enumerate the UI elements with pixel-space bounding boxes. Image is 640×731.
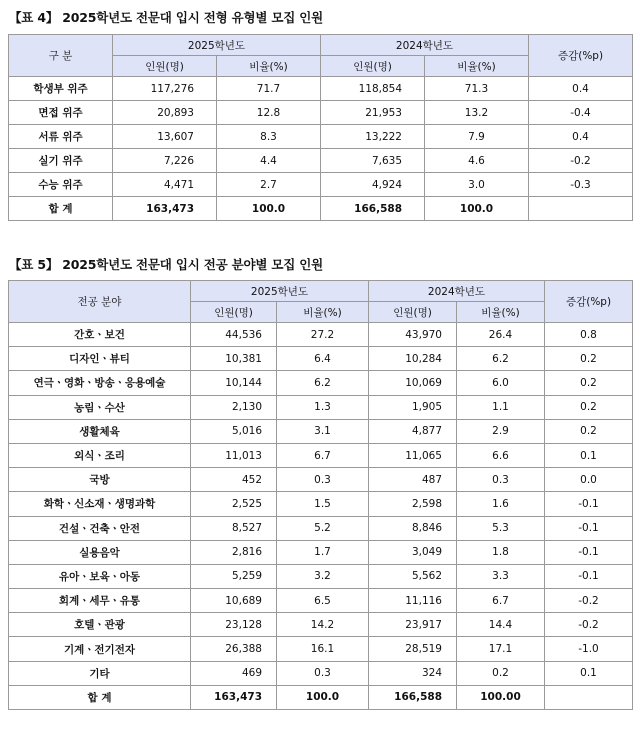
table5-cell-label: 국방: [9, 468, 191, 492]
table5-cell-chg: 0.1: [545, 661, 633, 685]
table5-cell-r25: 0.3: [277, 661, 369, 685]
table5-cell-c24: 487: [369, 468, 457, 492]
table4-cell-r25: 8.3: [217, 125, 321, 149]
table5-cell-r24: 6.0: [457, 371, 545, 395]
table4-cell-r25: 4.4: [217, 149, 321, 173]
table5-cell-r25: 6.7: [277, 443, 369, 467]
table5-cell-label: 간호ㆍ보건: [9, 323, 191, 347]
table5-cell-label: 화학ㆍ신소재ㆍ생명과학: [9, 492, 191, 516]
table5-header-category: 전공 분야: [9, 281, 191, 323]
table5-cell-r24: 1.8: [457, 540, 545, 564]
table5-header-change: 증감(%p): [545, 281, 633, 323]
table-row: [9, 149, 633, 173]
table5-cell-chg: -0.1: [545, 564, 633, 588]
table-row: [9, 371, 633, 395]
table5-cell-r25: 0.3: [277, 468, 369, 492]
table5-cell-r24: 6.7: [457, 589, 545, 613]
table4: [8, 34, 633, 221]
table4-cell-label: 합 계: [9, 197, 113, 221]
table4-cell-chg: 0.4: [529, 77, 633, 101]
table5-cell-r25: 16.1: [277, 637, 369, 661]
table4-cell-c24: 7,635: [321, 149, 425, 173]
table-row: [9, 443, 633, 467]
table5-cell-r24: 26.4: [457, 323, 545, 347]
table4-cell-r24: 13.2: [425, 101, 529, 125]
table5-cell-r24: 0.2: [457, 661, 545, 685]
table4-cell-c25: 20,893: [113, 101, 217, 125]
table5-cell-label: 생활체육: [9, 419, 191, 443]
table4-cell-r24: 71.3: [425, 77, 529, 101]
table5-cell-c24: 324: [369, 661, 457, 685]
table4-cell-chg: -0.2: [529, 149, 633, 173]
table-row: [9, 516, 633, 540]
table-row: [9, 125, 633, 149]
table-row: [9, 323, 633, 347]
table5-cell-r25: 6.2: [277, 371, 369, 395]
table5-cell-c25: 2,816: [191, 540, 277, 564]
table5-cell-chg: -0.1: [545, 516, 633, 540]
table5-cell-c24: 2,598: [369, 492, 457, 516]
table4-cell-r25: 100.0: [217, 197, 321, 221]
table5-cell-r24: 1.1: [457, 395, 545, 419]
table5-cell-r24: 6.6: [457, 443, 545, 467]
table5-cell-chg: 0.0: [545, 468, 633, 492]
table5-subheader-count-2024: 인원(명): [369, 302, 457, 323]
table4-cell-c24: 13,222: [321, 125, 425, 149]
table5-cell-r24: 3.3: [457, 564, 545, 588]
table5-cell-chg: 0.2: [545, 347, 633, 371]
table4-subheader-count-2024: 인원(명): [321, 56, 425, 77]
table5-cell-label: 유아ㆍ보육ㆍ아동: [9, 564, 191, 588]
table5-cell-r25: 14.2: [277, 613, 369, 637]
table5-cell-label: 실용음악: [9, 540, 191, 564]
table4-title: 【표 4】 2025학년도 전문대 입시 전형 유형별 모집 인원: [9, 10, 324, 25]
table5-cell-r24: 0.3: [457, 468, 545, 492]
table-row: [9, 613, 633, 637]
table5-cell-c25: 2,130: [191, 395, 277, 419]
table4-cell-label: 학생부 위주: [9, 77, 113, 101]
table-row: [9, 347, 633, 371]
table5-cell-r25: 6.4: [277, 347, 369, 371]
table4-cell-label: 서류 위주: [9, 125, 113, 149]
table5-cell-r25: 6.5: [277, 589, 369, 613]
table4-cell-label: 실기 위주: [9, 149, 113, 173]
table5-cell-r25: 3.2: [277, 564, 369, 588]
table4-cell-label: 수능 위주: [9, 173, 113, 197]
table4-cell-c25: 163,473: [113, 197, 217, 221]
table4-cell-chg: -0.3: [529, 173, 633, 197]
table-row: [9, 173, 633, 197]
table5-cell-label: 연극ㆍ영화ㆍ방송ㆍ응용예술: [9, 371, 191, 395]
table5: [8, 280, 633, 710]
table5-cell-chg: -0.1: [545, 540, 633, 564]
table4-cell-label: 면접 위주: [9, 101, 113, 125]
table5-cell-c25: 23,128: [191, 613, 277, 637]
table5-total-row: [9, 685, 633, 709]
table5-cell-chg: 0.2: [545, 395, 633, 419]
table4-cell-c24: 166,588: [321, 197, 425, 221]
table4-cell-r24: 100.0: [425, 197, 529, 221]
table5-cell-c25: 5,259: [191, 564, 277, 588]
table4-cell-c24: 118,854: [321, 77, 425, 101]
table5-header-2025: 2025학년도: [191, 281, 369, 302]
table5-cell-c25: 10,381: [191, 347, 277, 371]
table5-cell-label: 기계ㆍ전기전자: [9, 637, 191, 661]
table-row: [9, 419, 633, 443]
table5-cell-label: 디자인ㆍ뷰티: [9, 347, 191, 371]
table4-cell-c25: 117,276: [113, 77, 217, 101]
table-row: [9, 661, 633, 685]
table5-cell-r24: 1.6: [457, 492, 545, 516]
table5-cell-c24: 3,049: [369, 540, 457, 564]
table-row: [9, 492, 633, 516]
table5-cell-c24: 43,970: [369, 323, 457, 347]
table5-cell-c24: 4,877: [369, 419, 457, 443]
table5-cell-r24: 2.9: [457, 419, 545, 443]
table5-cell-chg: 0.2: [545, 371, 633, 395]
table4-header-2024: 2024학년도: [321, 35, 529, 56]
table5-cell-chg: -0.2: [545, 613, 633, 637]
table4-subheader-count-2025: 인원(명): [113, 56, 217, 77]
table5-cell-c24: 23,917: [369, 613, 457, 637]
table5-cell-c24: 8,846: [369, 516, 457, 540]
table5-cell-c24: 10,284: [369, 347, 457, 371]
table-row: [9, 77, 633, 101]
table5-cell-chg: 0.8: [545, 323, 633, 347]
table5-cell-c24: 28,519: [369, 637, 457, 661]
table4-header-change: 증감(%p): [529, 35, 633, 77]
table4-header-category: 구 분: [9, 35, 113, 77]
table5-cell-label: 합 계: [9, 685, 191, 709]
table5-cell-r24: 6.2: [457, 347, 545, 371]
table5-cell-chg: -1.0: [545, 637, 633, 661]
table5-cell-r24: 100.00: [457, 685, 545, 709]
table4-cell-chg: -0.4: [529, 101, 633, 125]
table5-cell-c24: 11,065: [369, 443, 457, 467]
table5-cell-c25: 452: [191, 468, 277, 492]
table4-cell-c24: 4,924: [321, 173, 425, 197]
table-row: [9, 564, 633, 588]
table5-cell-c25: 10,689: [191, 589, 277, 613]
table5-cell-c25: 469: [191, 661, 277, 685]
table5-cell-r25: 27.2: [277, 323, 369, 347]
table5-cell-c25: 163,473: [191, 685, 277, 709]
table4-cell-r25: 12.8: [217, 101, 321, 125]
table4-cell-r24: 7.9: [425, 125, 529, 149]
table5-subheader-ratio-2025: 비율(%): [277, 302, 369, 323]
table5-cell-r25: 3.1: [277, 419, 369, 443]
table5-cell-r25: 1.5: [277, 492, 369, 516]
table4-cell-r25: 2.7: [217, 173, 321, 197]
table5-cell-c25: 44,536: [191, 323, 277, 347]
table5-cell-c25: 5,016: [191, 419, 277, 443]
table5-title: 【표 5】 2025학년도 전문대 입시 전공 분야별 모집 인원: [9, 257, 324, 272]
table5-cell-label: 기타: [9, 661, 191, 685]
table5-cell-c25: 2,525: [191, 492, 277, 516]
table5-cell-c25: 10,144: [191, 371, 277, 395]
table5-cell-chg: 0.1: [545, 443, 633, 467]
table5-cell-c25: 11,013: [191, 443, 277, 467]
table5-cell-c24: 166,588: [369, 685, 457, 709]
table4-cell-c25: 4,471: [113, 173, 217, 197]
table-row: [9, 101, 633, 125]
table-row: [9, 540, 633, 564]
table5-cell-c24: 1,905: [369, 395, 457, 419]
table4-cell-r25: 71.7: [217, 77, 321, 101]
table-row: [9, 468, 633, 492]
table5-cell-r24: 14.4: [457, 613, 545, 637]
table4-header-2025: 2025학년도: [113, 35, 321, 56]
table5-cell-c24: 5,562: [369, 564, 457, 588]
table5-subheader-count-2025: 인원(명): [191, 302, 277, 323]
table5-cell-r25: 100.0: [277, 685, 369, 709]
table5-header-2024: 2024학년도: [369, 281, 545, 302]
table5-cell-chg: -0.1: [545, 492, 633, 516]
table4-total-row: [9, 197, 633, 221]
table5-cell-r24: 5.3: [457, 516, 545, 540]
table5-cell-r24: 17.1: [457, 637, 545, 661]
table5-cell-chg: [545, 685, 633, 709]
table5-cell-c25: 8,527: [191, 516, 277, 540]
table-row: [9, 637, 633, 661]
table5-cell-c24: 10,069: [369, 371, 457, 395]
table4-cell-c25: 13,607: [113, 125, 217, 149]
table4-cell-chg: 0.4: [529, 125, 633, 149]
table4-cell-r24: 3.0: [425, 173, 529, 197]
table5-cell-label: 농림ㆍ수산: [9, 395, 191, 419]
table4-cell-chg: [529, 197, 633, 221]
table5-cell-label: 호텔ㆍ관광: [9, 613, 191, 637]
table-row: [9, 589, 633, 613]
table5-cell-c24: 11,116: [369, 589, 457, 613]
table5-cell-c25: 26,388: [191, 637, 277, 661]
table5-cell-r25: 5.2: [277, 516, 369, 540]
table4-cell-r24: 4.6: [425, 149, 529, 173]
table5-cell-label: 외식ㆍ조리: [9, 443, 191, 467]
table5-cell-r25: 1.3: [277, 395, 369, 419]
table5-subheader-ratio-2024: 비율(%): [457, 302, 545, 323]
table4-cell-c25: 7,226: [113, 149, 217, 173]
table5-cell-label: 회계ㆍ세무ㆍ유통: [9, 589, 191, 613]
table5-cell-label: 건설ㆍ건축ㆍ안전: [9, 516, 191, 540]
table5-cell-chg: -0.2: [545, 589, 633, 613]
table4-subheader-ratio-2025: 비율(%): [217, 56, 321, 77]
table4-subheader-ratio-2024: 비율(%): [425, 56, 529, 77]
table4-cell-c24: 21,953: [321, 101, 425, 125]
table5-cell-chg: 0.2: [545, 419, 633, 443]
table-row: [9, 395, 633, 419]
table5-cell-r25: 1.7: [277, 540, 369, 564]
